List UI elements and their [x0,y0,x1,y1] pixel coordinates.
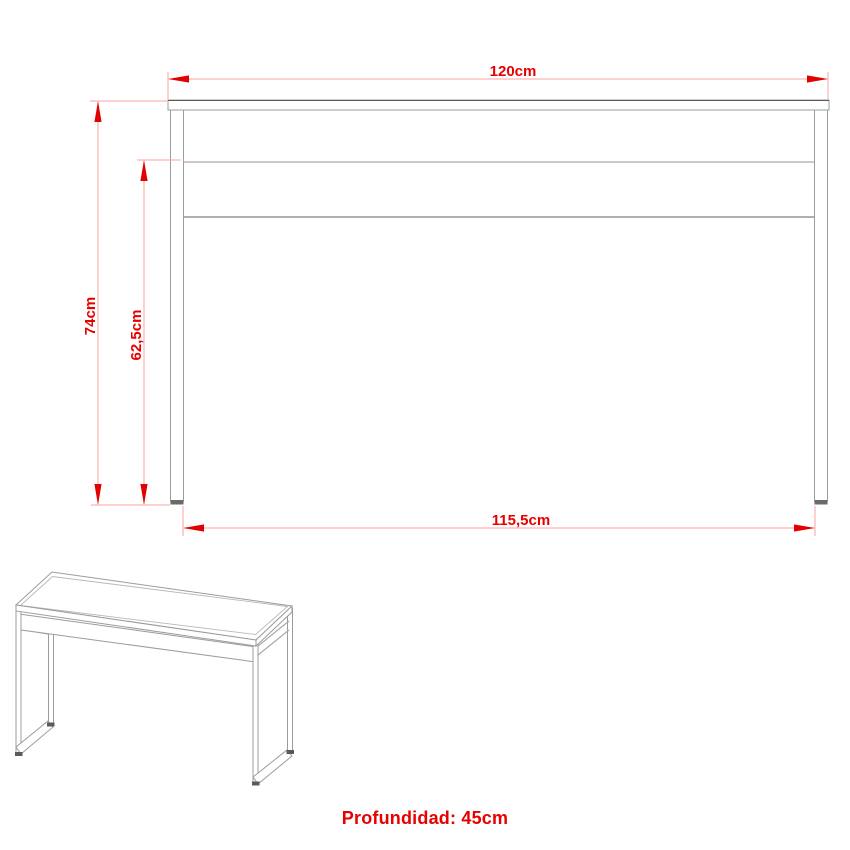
dimension-label-inner-width: 115,5cm [491,512,551,529]
dimension-total-height [82,101,170,505]
front-view-right-leg [815,110,828,501]
arrow-left-icon [168,75,189,82]
perspective-view [15,572,294,786]
arrow-right-icon [807,75,828,82]
dimension-top-width [168,63,828,100]
front-view-right-leg-foot [815,500,828,505]
iso-right-rear-bar [288,608,293,752]
dimension-inner-width [183,506,815,536]
front-view-left-leg-foot [171,500,184,505]
depth-label: Profundidad: 45cm [341,808,509,828]
dimension-label-top-width: 120cm [489,63,537,80]
iso-right-bottom-runner [253,750,292,784]
iso-foot-front-right [252,782,260,786]
iso-foot-rear-left [47,723,55,727]
iso-left-front-bar [16,611,21,753]
front-view-tabletop [168,100,829,110]
front-view [168,100,829,505]
dimension-label-total-height: 74cm [82,296,99,336]
iso-foot-front-left [15,752,23,756]
front-view-left-leg [171,110,184,501]
iso-foot-rear-right [287,750,295,754]
iso-right-front-bar [253,641,258,783]
iso-left-rear-bar [49,634,54,724]
arrow-left-icon [183,524,204,531]
arrow-up-icon [94,101,101,122]
arrow-up-icon [140,160,147,181]
dimension-label-clearance-height: 62,5cm [128,309,145,361]
arrow-down-icon [140,484,147,505]
arrow-down-icon [94,484,101,505]
arrow-right-icon [794,524,815,531]
